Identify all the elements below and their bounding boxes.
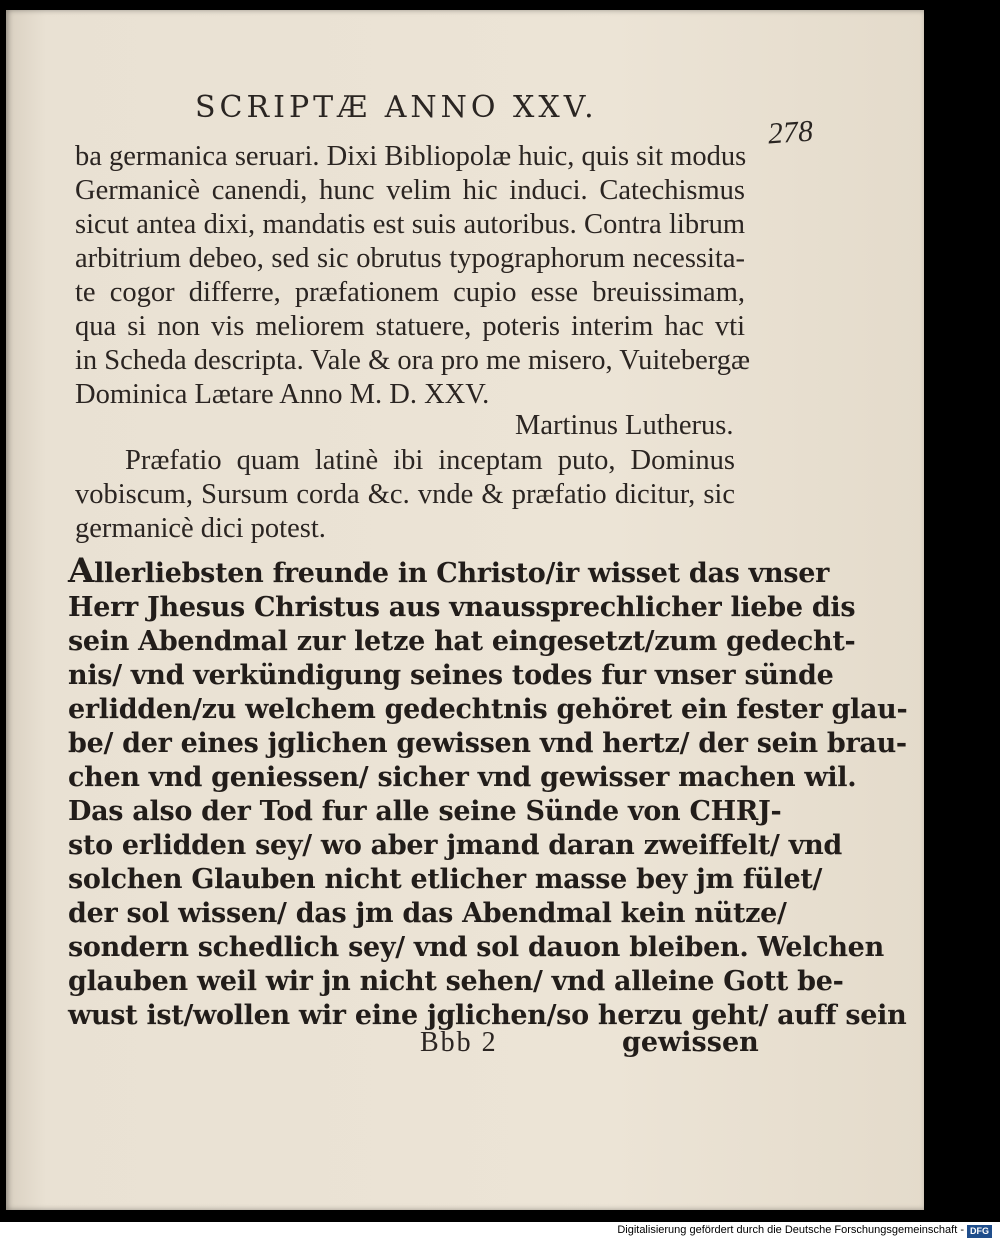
letter-signature: Martinus Lutherus.	[515, 410, 734, 441]
text-line: sto erlidden sey/ wo aber jmand daran zweiffelt/ vnd	[68, 830, 842, 861]
text-line: vobiscum, Sursum corda &c. vnde & præfatio dicitur, sic	[75, 479, 735, 510]
text-line: be/ der eines jglichen gewissen vnd hertz/ der sein brau-	[68, 728, 907, 759]
text-line: sein Abendmal zur letze hat eingesetzt/zum gedecht-	[68, 626, 856, 657]
text-line: wust ist/wollen wir eine jglichen/so herzu geht/ auff sein	[68, 1000, 907, 1031]
text-line: arbitrium debeo, sed sic obrutus typographorum necessita-	[75, 243, 745, 274]
text-line: chen vnd geniessen/ sicher vnd gewisser machen wil.	[68, 762, 857, 793]
text-line: in Scheda descripta. Vale & ora pro me misero, Vuitebergæ	[75, 345, 750, 376]
text-line: Dominica Lætare Anno M. D. XXV.	[75, 379, 490, 410]
text-line: glauben weil wir jn nicht sehen/ vnd alleine Gott be-	[68, 966, 844, 997]
text-line: te cogor differre, præfationem cupio esse breuissimam,	[75, 277, 745, 308]
text-line: Allerliebsten freunde in Christo/ir wisset das vnser	[68, 551, 830, 591]
text-line: qua si non vis meliorem statuere, poteris interim hac vti	[75, 311, 745, 342]
text-line: Herr Jhesus Christus aus vnaussprechlicher liebe dis	[68, 592, 856, 623]
german-blackletter-paragraph	[68, 551, 908, 1033]
funding-credit: Digitalisierung gefördert durch die Deutsche Forschungsgemeinschaft -	[617, 1224, 964, 1236]
text-line: nis/ vnd verkündigung seines todes fur vnser sünde	[68, 660, 834, 691]
text-line: solchen Glauben nicht etlicher masse bey jm fület/	[68, 864, 823, 895]
dfg-logo-icon: DFG	[967, 1225, 992, 1238]
signature-mark: Bbb 2	[420, 1027, 498, 1058]
text-line: sondern schedlich sey/ vnd sol dauon bleiben. Welchen	[68, 932, 884, 963]
page-number: 278	[766, 114, 815, 151]
running-head: SCRIPTÆ ANNO XXV.	[195, 90, 598, 125]
text-line: ba germanica seruari. Dixi Bibliopolæ huic, quis sit modus	[75, 141, 747, 172]
text-line: Das also der Tod fur alle seine Sünde von CHRJ-	[68, 796, 782, 827]
preface-paragraph	[75, 444, 735, 546]
text-line: Germanicè canendi, hunc velim hic induci. Catechismus	[75, 175, 745, 206]
text-line: Præfatio quam latinè ibi inceptam puto, Dominus	[125, 445, 735, 476]
text-line: erlidden/zu welchem gedechtnis gehöret ein fester glau-	[68, 694, 908, 725]
text-line: der sol wissen/ das jm das Abendmal kein nütze/	[68, 898, 787, 929]
text-line: germanicè dici potest.	[75, 513, 326, 544]
text-line: sicut antea dixi, mandatis est suis autoribus. Contra librum	[75, 209, 745, 240]
latin-paragraph	[75, 140, 750, 412]
catchword: gewissen	[622, 1027, 759, 1058]
